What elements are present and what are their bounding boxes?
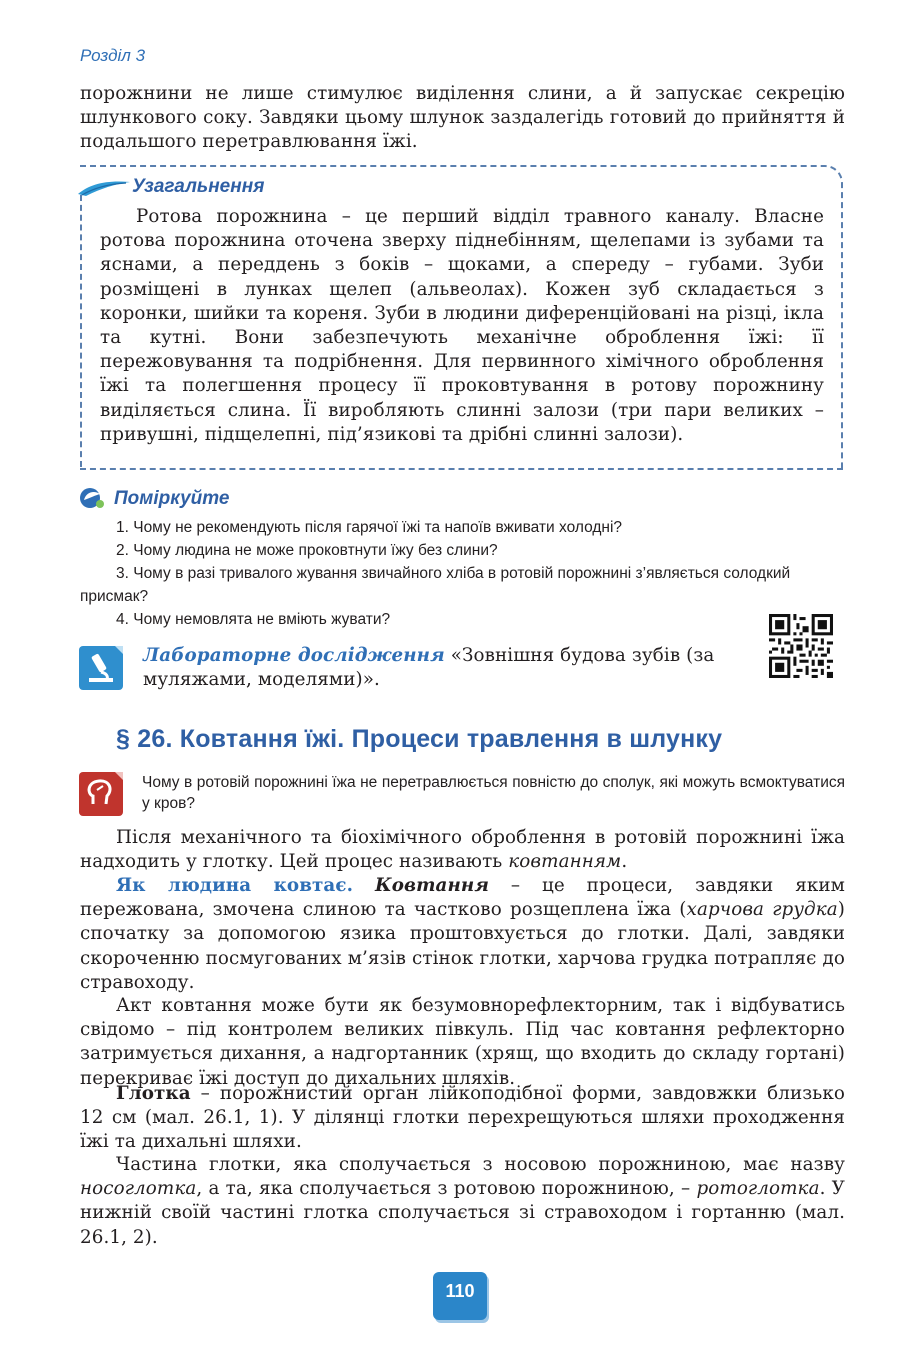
p1-end: .: [621, 851, 628, 873]
paragraph-heading: § 26. Ковтання їжі. Процеси травлення в шлунку: [116, 725, 723, 753]
microscope-icon: [79, 646, 123, 694]
think-title: Поміркуйте: [114, 488, 230, 509]
p2-term: Ковтання: [374, 875, 489, 896]
page-number: 110: [433, 1272, 487, 1320]
lab-title: Лабораторне дослідження: [143, 645, 445, 666]
summary-box-left-border: [80, 195, 82, 467]
p5-term2: ротоглотка: [696, 1178, 820, 1200]
qr-code[interactable]: [769, 614, 833, 682]
body-paragraph-5: [80, 1153, 845, 1250]
question-2: 2. Чому людина не може проковтнути їжу без слини?: [116, 542, 498, 559]
think-questions: [80, 516, 850, 631]
body-paragraph-3: Акт ковтання може бути як безумовнорефлекторним, так і відбуватись свідомо – під контролем великих півкуль. Під час ковтання рефлекторно затримується дихання, а надгортанник (хрящ, що входить до складу гортані) перекриває їжі доступ до дихальних шляхів.: [80, 995, 845, 1089]
p5-text-a: Частина глотки, яка сполучається з носовою порожниною, має назву: [116, 1154, 845, 1175]
p1-text: Після механічного та біохімічного оброблення в ротовій порожнині їжа надходить у глотку. Цей процес називають: [80, 827, 845, 873]
p2-text-b: ) спочатку за допомогою язика проштовхується до глотки. Далі, завдяки скороченню посмугованих м’язів стінок глотки, харчова грудка потрапляє до стравоходу.: [80, 899, 845, 993]
summary-title: Узагальнення: [132, 176, 265, 197]
p1-term: ковтанням: [508, 851, 622, 873]
p5-text-c: . У нижній своїй частині глотка сполучається зі стравоходом і гортанню (мал. 26.1, 2).: [80, 1178, 845, 1248]
body-paragraph-2: [80, 874, 845, 995]
lab-block: [143, 644, 753, 692]
body-paragraph-1: [80, 826, 845, 874]
p2-text-a: – це процеси, завдяки яким пережована, змочена слиною та частково розщеплена їжа (: [80, 875, 845, 921]
body-paragraph-4: [80, 1082, 845, 1155]
head-question-icon: [79, 772, 123, 820]
question-3: 3. Чому в разі тривалого жування звичайного хліба в ротовій порожнині з’являється солодкий присмак?: [80, 565, 791, 605]
section-label: Розділ 3: [80, 46, 146, 65]
p5-text-b: , а та, яка сполучається з ротовою порожниною, –: [196, 1178, 697, 1200]
think-icon: [78, 486, 106, 514]
summary-text: Ротова порожнина – це перший відділ травного каналу. Власне ротова порожнина оточена зверху піднебінням, щелепами із зубами та яснами, а переддень з боків – щоками, а спереду – губами. Зуби розміщені в лунках щелеп (альвеолах). Кожен зуб складається з коронки, шийки та кореня. Зуби в людини диференційовані на різці, ікла та кутні. Вони забезпечують механічне оброблення їжі: її пережовування та подрібнення. Для первинного хімічного оброблення їжі та полегшення процесу її проковтування в ротову порожнину виділяється слина. Її виробляють слинні залози (три пари великих – привушні, підщелепні, під’язикові та дрібні слинні залози).: [100, 206, 824, 445]
intro-question: Чому в ротовій порожнині їжа не перетравлюється повністю до сполук, які можуть всмоктуватися у кров?: [142, 774, 845, 812]
lab-text: «Зовнішня будова зубів (за муляжами, моделями)».: [143, 645, 715, 691]
p2-term2: харчова грудка: [686, 899, 838, 921]
p2-heading: Як людина ковтає.: [116, 875, 354, 896]
question-4: 4. Чому немовлята не вміють жувати?: [116, 611, 391, 628]
p5-term1: носоглотка: [80, 1178, 197, 1200]
p4-term: Глотка: [116, 1083, 191, 1104]
question-1: 1. Чому не рекомендують після гарячої їжі та напоїв вживати холодні?: [116, 519, 623, 536]
intro-paragraph: порожнини не лише стимулює виділення слини, а й запускає секрецію шлункового соку. Завдяки цьому шлунок заздалегідь готовий до прийняття й подальшого перетравлювання їжі.: [80, 83, 845, 153]
p4-text: – порожнистий орган лійкоподібної форми, завдовжки близько 12 см (мал. 26.1, 1). У ділянці глотки перехрещуються шляхи проходження їжі та дихальні шляхи.: [80, 1083, 845, 1153]
feather-icon: [76, 176, 132, 202]
